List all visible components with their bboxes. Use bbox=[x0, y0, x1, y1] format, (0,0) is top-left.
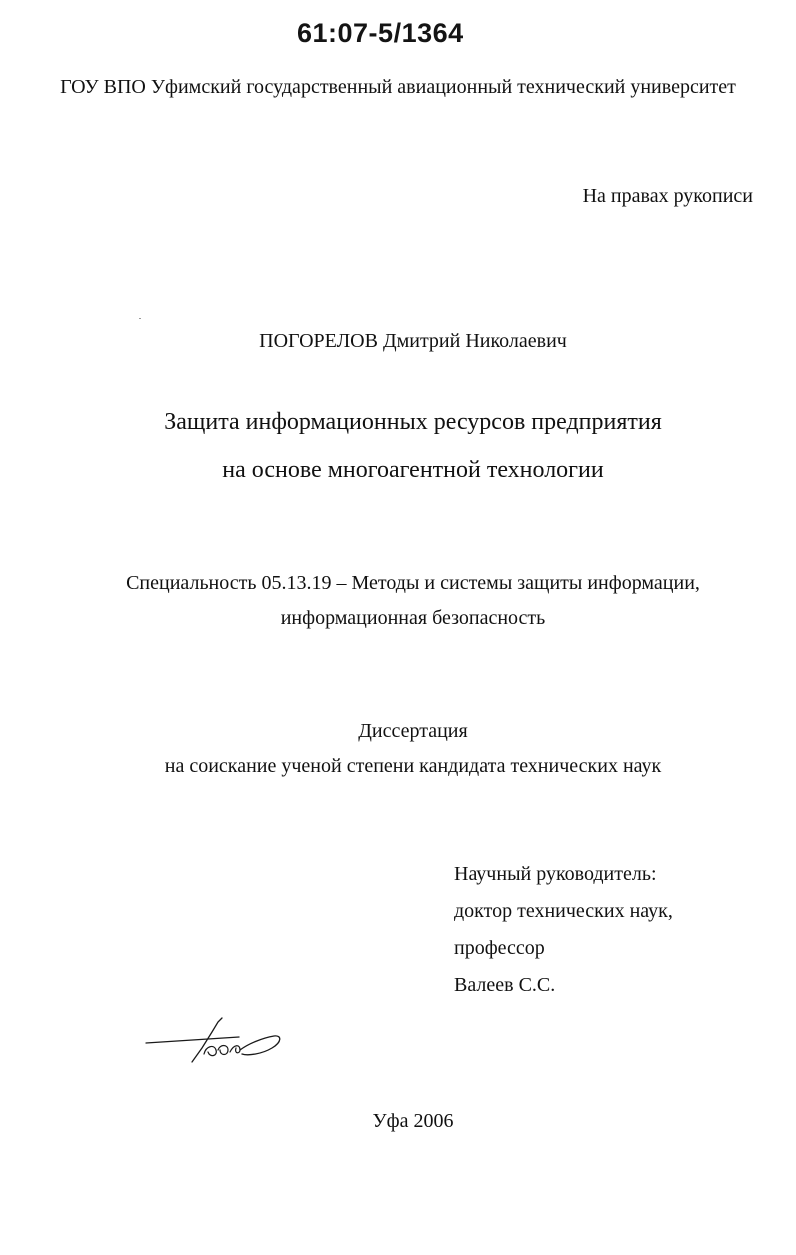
specialty-block bbox=[0, 566, 796, 636]
institution-name: ГОУ ВПО Уфимский государственный авиационный технический университет bbox=[60, 76, 736, 98]
title-line-1: Защита информационных ресурсов предприятия bbox=[164, 409, 662, 435]
supervisor-rank: профессор bbox=[454, 937, 545, 959]
degree-sought: на соискание ученой степени кандидата технических наук bbox=[164, 755, 662, 777]
supervisor-heading: Научный руководитель: bbox=[454, 863, 657, 885]
city-and-year: Уфа 2006 bbox=[372, 1110, 454, 1132]
dissertation-label: Диссертация bbox=[358, 720, 468, 742]
supervisor-degree: доктор технических наук, bbox=[454, 900, 673, 922]
manuscript-note: На правах рукописи bbox=[582, 185, 753, 207]
supervisor-block bbox=[454, 856, 673, 1004]
title-line-2: на основе многоагентной технологии bbox=[222, 457, 604, 483]
specialty-line-1: Специальность 05.13.19 – Методы и системы защиты информации, bbox=[126, 572, 700, 594]
dissertation-title bbox=[0, 398, 796, 494]
handwritten-signature-icon bbox=[144, 1010, 284, 1070]
specialty-line-2: информационная безопасность bbox=[280, 607, 546, 629]
author-name: ПОГОРЕЛОВ Дмитрий Николаевич bbox=[259, 330, 567, 352]
supervisor-name: Валеев С.С. bbox=[454, 974, 556, 996]
catalog-code: 61:07-5/1364 bbox=[297, 18, 464, 48]
dissertation-type-block bbox=[0, 714, 796, 784]
scan-speck bbox=[139, 318, 141, 319]
